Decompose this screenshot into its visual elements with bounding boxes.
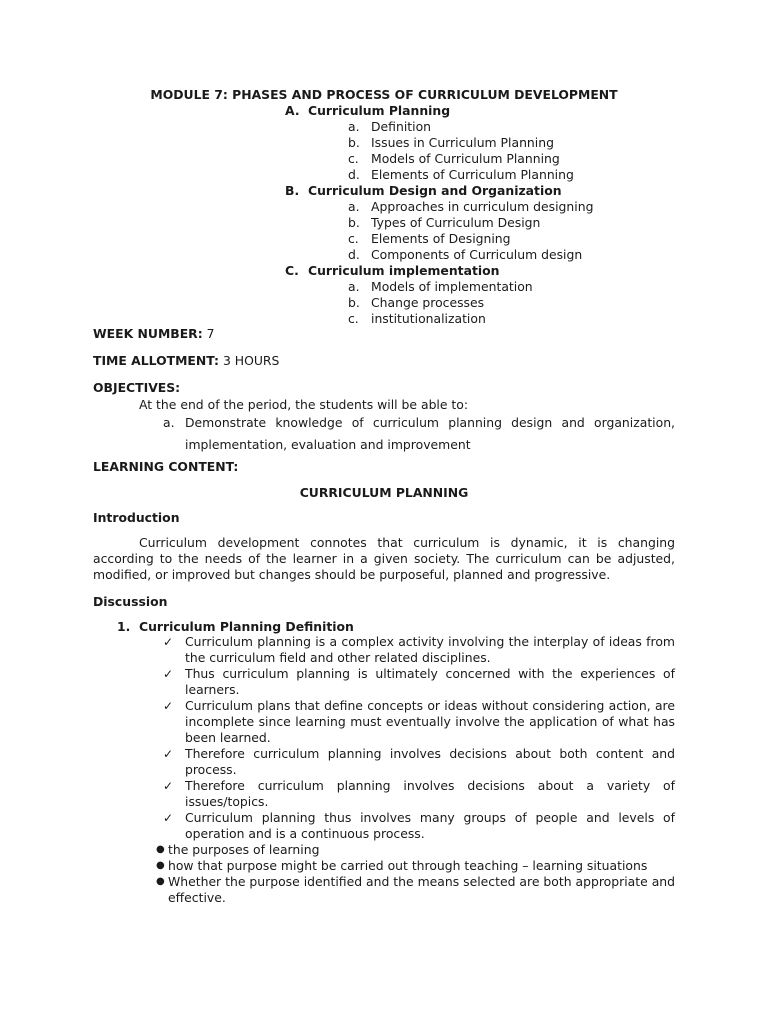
check-item [163,634,675,666]
outline-title: Curriculum implementation [308,263,500,278]
outline-item: a. Definition [348,119,431,134]
time-allotment [93,353,279,369]
outline-title: Curriculum Planning [308,103,451,118]
bullet-item [156,874,675,906]
introduction-heading: Introduction [93,510,180,525]
outline-section-a [285,103,450,119]
outline-item: b. Issues in Curriculum Planning [348,135,554,150]
check-text: Curriculum planning is a complex activity involving the interplay of ideas from the curriculum field and other related disciplines. [185,634,675,665]
outline-marker: C. [285,263,299,278]
check-icon: ✓ [163,779,174,793]
check-item [163,778,675,810]
check-icon: ✓ [163,635,174,649]
time-value: 3 HOURS [222,353,280,368]
week-value: 7 [206,326,215,341]
outline-item: c. Elements of Designing [348,231,511,246]
outline-item: b. Types of Curriculum Design [348,215,541,230]
objective-line-2: implementation, evaluation and improvement [185,437,471,452]
check-icon: ✓ [163,667,174,681]
bullet-item [156,858,675,874]
bullet-list [156,842,675,906]
bullet-text: how that purpose might be carried out through teaching – learning situations [168,858,648,873]
objective-line-1: Demonstrate knowledge of curriculum planning design and organization, [185,415,675,430]
week-number [93,326,215,342]
check-item [163,666,675,698]
objectives-heading: OBJECTIVES: [93,380,181,395]
week-label: WEEK NUMBER: [93,326,203,341]
numbered-marker: 1. [117,619,131,634]
outline-item: c. Models of Curriculum Planning [348,151,560,166]
outline-title: Curriculum Design and Organization [308,183,562,198]
introduction-paragraph: Curriculum development connotes that curriculum is dynamic, it is changing according to the needs of the learner in a given society. The curriculum can be adjusted, modified, or improved but changes should be purposeful, planned and progressive. [93,535,675,582]
objectives-intro: At the end of the period, the students will be able to: [139,397,469,412]
bullet-text: Whether the purpose identified and the means selected are both appropriate and effective. [168,874,675,905]
outline-section-c [285,263,499,279]
check-icon: ✓ [163,747,174,761]
discussion-heading: Discussion [93,594,168,609]
outline-marker: B. [285,183,300,198]
check-text: Therefore curriculum planning involves decisions about both content and process. [185,746,675,777]
check-icon: ✓ [163,699,174,713]
bullet-icon: ● [156,860,165,871]
bullet-item [156,842,675,858]
outline-item: d. Components of Curriculum design [348,247,583,262]
check-list [163,634,675,842]
check-icon: ✓ [163,811,174,825]
discussion-numbered-item [117,619,354,635]
check-item [163,810,675,842]
objective-item [163,415,675,431]
outline-item: a. Models of implementation [348,279,533,294]
numbered-title: Curriculum Planning Definition [139,619,354,634]
time-label: TIME ALLOTMENT: [93,353,219,368]
check-item [163,746,675,778]
check-text: Therefore curriculum planning involves decisions about a variety of issues/topics. [185,778,675,809]
outline-item: a. Approaches in curriculum designing [348,199,594,214]
check-text: Curriculum plans that define concepts or ideas without considering action, are incomplete since learning must eventually involve the application of what has been learned. [185,698,675,745]
section-title: CURRICULUM PLANNING [299,485,469,500]
bullet-icon: ● [156,844,165,855]
bullet-text: the purposes of learning [168,842,320,857]
outline-section-b [285,183,562,199]
outline-item: d. Elements of Curriculum Planning [348,167,574,182]
outline-item: b. Change processes [348,295,485,310]
bullet-icon: ● [156,876,165,887]
module-title: MODULE 7: PHASES AND PROCESS OF CURRICULUM DEVELOPMENT [150,87,618,102]
check-item [163,698,675,746]
objective-marker: a. [163,415,175,430]
check-text: Thus curriculum planning is ultimately concerned with the experiences of learners. [185,666,675,697]
check-text: Curriculum planning thus involves many groups of people and levels of operation and is a continuous process. [185,810,675,841]
outline-item: c. institutionalization [348,311,486,326]
learning-content-heading: LEARNING CONTENT: [93,459,239,474]
outline-marker: A. [285,103,300,118]
